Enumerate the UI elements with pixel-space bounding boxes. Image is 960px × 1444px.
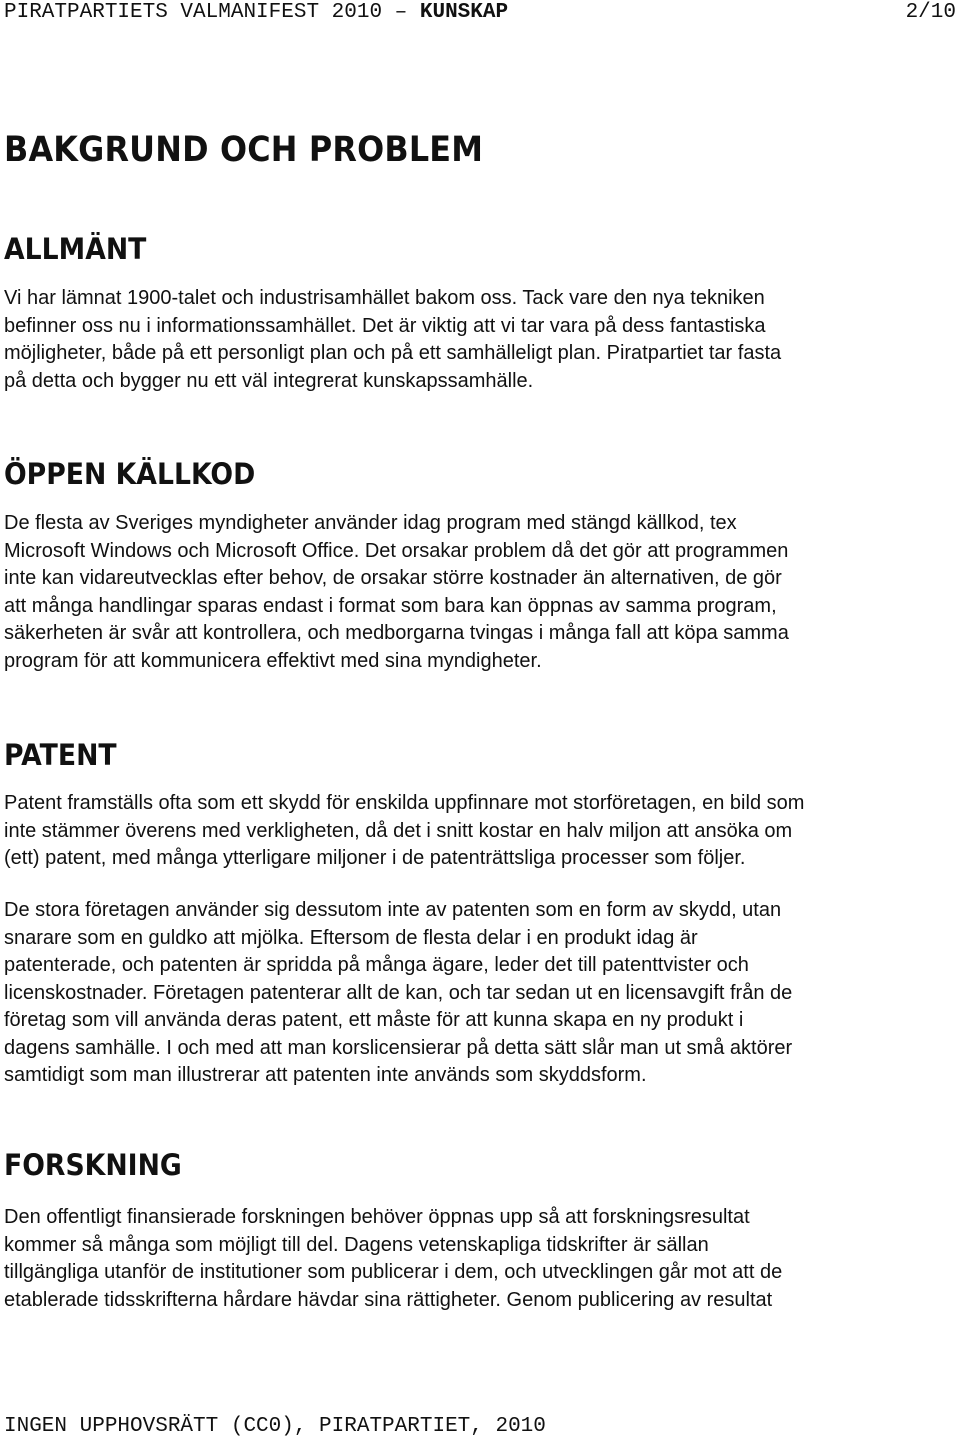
text-line: samtidigt som man illustrerar att patenten inte används som skyddsform. [4, 1064, 647, 1086]
text-line: Vi har lämnat 1900-talet och industrisamhället bakom oss. Tack vare den nya tekniken [4, 287, 765, 309]
text-line: befinner oss nu i informationssamhället. Det är viktig att vi tar vara på dess fantastiska [4, 314, 766, 337]
text-line: licenskostnader. Företagen patenterar allt de kan, och tar sedan ut en licensavgift från de [4, 981, 793, 1004]
section-heading-patent: PATENT [4, 738, 117, 772]
paragraph-forskning [4, 1204, 958, 1314]
section-heading-allmant: ALLMÄNT [4, 232, 147, 266]
page-number: 2/10 [905, 1, 956, 24]
paragraph-patent-1 [4, 790, 958, 873]
text-line: De stora företagen använder sig dessutom inte av patenten som en form av skydd, utan [4, 899, 782, 921]
page-header [4, 0, 956, 26]
text-line: möjligheter, både på ett personligt plan och på ett samhälleligt plan. Piratpartiet tar fasta [4, 342, 782, 364]
text-line: etablerade tidsskrifterna hårdare hävdar sina rättigheter. Genom publicering av resultat [4, 1288, 773, 1311]
header-title: PIRATPARTIETS VALMANIFEST 2010 – KUNSKAP [4, 1, 509, 24]
text-line: Microsoft Windows och Microsoft Office. Det orsakar problem då det gör att programmen [4, 539, 789, 562]
text-line: på detta och bygger nu ett väl integrerat kunskapssamhälle. [4, 369, 534, 392]
text-line: företag som vill använda deras patent, ett måste för att kunna skapa en ny produkt i [4, 1009, 744, 1031]
section-heading-oppen-kallkod: ÖPPEN KÄLLKOD [4, 457, 256, 491]
text-line: inte kan vidareutvecklas efter behov, de orsakar större kostnader än alternativen, de gör [4, 567, 782, 589]
text-line: dagens samhälle. I och med att man korslicensierar på detta sätt slår man ut små aktörer [4, 1036, 793, 1059]
text-line: Patent framställs ofta som ett skydd för enskilda uppfinnare mot storföretagen, en bild som [4, 792, 805, 814]
paragraph-patent-2 [4, 897, 958, 1090]
page-footer: INGEN UPPHOVSRÄTT (CC0), PIRATPARTIET, 2010 [4, 1415, 546, 1438]
text-line: inte stämmer överens med verkligheten, då det i snitt kostar en halv miljon att ansöka om [4, 819, 793, 842]
text-line: program för att kommunicera effektivt med sina myndigheter. [4, 649, 542, 672]
text-line: säkerheten är svår att kontrollera, och medborgarna tvingas i många fall att köpa samma [4, 622, 789, 644]
text-line: snarare som en guldko att mjölka. Eftersom de flesta delar i en produkt idag är [4, 926, 698, 949]
text-line: tillgängliga utanför de institutioner som publicerar i dem, och utvecklingen går mot att de [4, 1261, 783, 1283]
header-topic: KUNSKAP [419, 1, 509, 24]
paragraph-oppen-kallkod [4, 510, 958, 675]
main-heading: BAKGRUND OCH PROBLEM [4, 130, 484, 170]
section-heading-forskning: FORSKNING [4, 1148, 182, 1182]
text-line: Den offentligt finansierade forskningen behöver öppnas upp så att forskningsresultat [4, 1206, 750, 1228]
text-line: (ett) patent, med många ytterligare miljoner i de patenträttsliga processer som följer. [4, 847, 746, 869]
text-line: att många handlingar sparas endast i format som bara kan öppnas av samma program, [4, 594, 777, 617]
text-line: De flesta av Sveriges myndigheter använder idag program med stängd källkod, tex [4, 512, 737, 534]
text-line: kommer så många som möjligt till del. Dagens vetenskapliga tidskrifter är sällan [4, 1233, 709, 1256]
text-line: patenterade, och patenten är spridda på många ägare, leder det till patenttvister och [4, 954, 749, 976]
paragraph-allmant [4, 285, 958, 395]
